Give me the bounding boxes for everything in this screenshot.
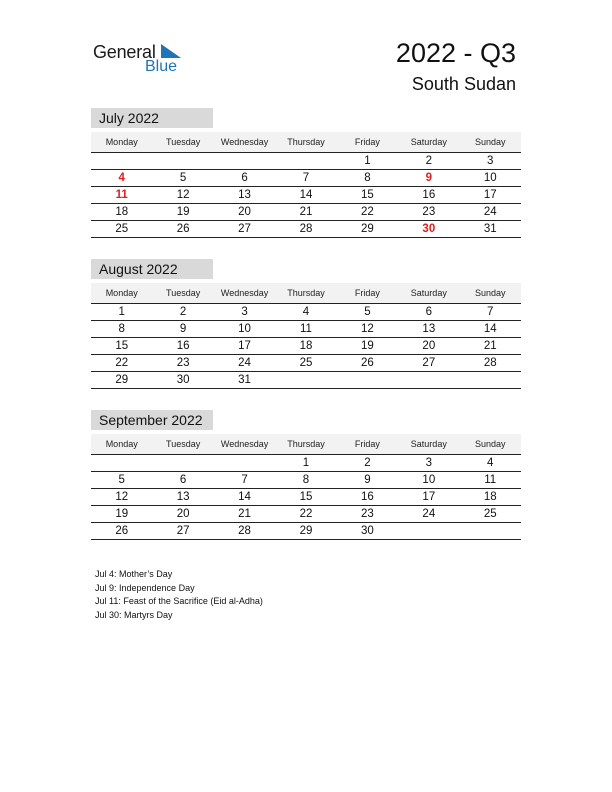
month-july — [91, 108, 521, 238]
day-cell — [398, 372, 459, 388]
week-row — [91, 153, 521, 170]
weekday-label: Tuesday — [166, 288, 201, 298]
day-cell: 15 — [299, 491, 313, 503]
day-cell: 18 — [299, 340, 313, 352]
day-cell: 23 — [176, 357, 190, 369]
page-title: 2022 - Q3 — [395, 38, 516, 68]
day-cell: 28 — [238, 525, 251, 537]
day-cell: 18 — [115, 206, 129, 218]
day-cell: 2 — [425, 155, 433, 167]
weekday-label: Friday — [354, 288, 380, 298]
weekday-label: Thursday — [287, 439, 325, 449]
holiday-note: Jul 11: Feast of the Sacrifice (Eid al-Adha) — [95, 596, 263, 606]
day-cell: 19 — [176, 206, 190, 218]
day-cell: 27 — [176, 525, 190, 537]
week-row — [91, 372, 521, 389]
day-cell: 23 — [361, 508, 374, 520]
day-cell — [214, 455, 275, 471]
day-cell: 16 — [361, 491, 374, 503]
day-cell: 30 — [361, 525, 374, 537]
holiday-note: Jul 4: Mother’s Day — [95, 569, 173, 579]
day-cell — [275, 372, 336, 388]
day-cell: 17 — [483, 189, 497, 201]
day-cell: 25 — [299, 357, 313, 369]
week-row — [91, 489, 521, 506]
day-cell: 25 — [483, 508, 497, 520]
day-cell — [398, 523, 459, 539]
month-grid — [91, 153, 521, 238]
day-cell: 2 — [364, 457, 371, 469]
holiday-note: Jul 30: Martyrs Day — [95, 609, 173, 620]
day-cell: 22 — [115, 357, 129, 369]
day-cell: 6 — [179, 474, 187, 486]
weekday-label: Saturday — [410, 288, 447, 298]
day-cell — [460, 523, 521, 539]
weekday-header — [91, 434, 521, 455]
weekday-label: Wednesday — [220, 137, 269, 147]
day-cell — [460, 372, 521, 388]
weekday-label: Saturday — [410, 439, 447, 449]
day-cell: 17 — [238, 340, 251, 352]
day-cell: 15 — [115, 340, 129, 352]
month-september — [91, 410, 521, 540]
day-cell: 26 — [115, 525, 129, 537]
day-cell: 3 — [241, 306, 248, 318]
day-cell: 19 — [115, 508, 129, 520]
holiday-day-cell: 30 — [422, 223, 436, 235]
month-title: August 2022 — [91, 259, 213, 279]
day-cell: 2 — [179, 306, 187, 318]
day-cell: 7 — [302, 172, 310, 184]
weekday-label: Sunday — [474, 439, 506, 449]
logo-blue-text: Blue — [145, 58, 178, 75]
day-cell — [91, 455, 152, 471]
country-name: South Sudan — [411, 74, 516, 94]
day-cell: 8 — [364, 172, 371, 184]
week-row — [91, 170, 521, 187]
day-cell: 24 — [483, 206, 497, 218]
day-cell: 10 — [238, 323, 251, 335]
holiday-day-cell: 11 — [115, 189, 128, 201]
day-cell: 10 — [422, 474, 436, 486]
day-cell: 24 — [422, 508, 436, 520]
month-august — [91, 259, 521, 389]
day-cell: 6 — [425, 306, 433, 318]
weekday-label: Tuesday — [166, 137, 201, 147]
day-cell: 30 — [176, 374, 190, 386]
day-cell: 28 — [299, 223, 313, 235]
holiday-notes — [95, 568, 263, 622]
week-row — [91, 338, 521, 355]
day-cell: 8 — [302, 474, 310, 486]
day-cell: 7 — [487, 306, 494, 318]
day-cell: 1 — [302, 457, 310, 469]
day-cell: 26 — [176, 223, 190, 235]
week-row — [91, 204, 521, 221]
day-cell: 8 — [118, 323, 125, 335]
day-cell: 13 — [238, 189, 251, 201]
day-cell: 9 — [179, 323, 187, 335]
week-row — [91, 472, 521, 489]
weekday-label: Sunday — [474, 288, 506, 298]
day-cell — [214, 153, 275, 169]
day-cell: 14 — [299, 189, 313, 201]
week-row — [91, 455, 521, 472]
week-row — [91, 523, 521, 540]
month-grid — [91, 304, 521, 389]
logo — [93, 42, 193, 78]
day-cell: 5 — [364, 306, 371, 318]
weekday-header — [91, 132, 521, 153]
day-cell: 14 — [238, 491, 251, 503]
logo-general-text: General — [93, 42, 156, 62]
day-cell: 20 — [238, 206, 251, 218]
day-cell: 29 — [115, 374, 129, 386]
weekday-label: Wednesday — [220, 439, 269, 449]
day-cell: 3 — [425, 457, 433, 469]
day-cell: 14 — [483, 323, 497, 335]
month-title: July 2022 — [91, 108, 213, 128]
weekday-label: Thursday — [287, 137, 325, 147]
day-cell: 27 — [422, 357, 436, 369]
day-cell: 20 — [176, 508, 190, 520]
month-grid — [91, 455, 521, 540]
weekday-label: Monday — [105, 288, 138, 298]
day-cell: 23 — [422, 206, 436, 218]
day-cell: 16 — [422, 189, 436, 201]
day-cell: 11 — [300, 323, 312, 335]
day-cell: 28 — [483, 357, 497, 369]
day-cell: 12 — [361, 323, 374, 335]
week-row — [91, 321, 521, 338]
day-cell: 4 — [487, 457, 494, 469]
month-title: September 2022 — [91, 410, 213, 430]
weekday-label: Friday — [354, 439, 380, 449]
weekday-label: Tuesday — [166, 439, 201, 449]
day-cell: 9 — [364, 474, 371, 486]
day-cell: 1 — [118, 306, 125, 318]
day-cell — [91, 153, 152, 169]
week-row — [91, 221, 521, 238]
day-cell: 21 — [299, 206, 313, 218]
holiday-day-cell: 4 — [118, 172, 125, 184]
day-cell — [152, 455, 213, 471]
day-cell: 7 — [241, 474, 248, 486]
day-cell: 21 — [238, 508, 251, 520]
day-cell: 22 — [299, 508, 313, 520]
day-cell: 22 — [361, 206, 374, 218]
day-cell: 17 — [422, 491, 436, 503]
day-cell: 21 — [483, 340, 497, 352]
week-row — [91, 355, 521, 372]
day-cell: 16 — [176, 340, 190, 352]
day-cell: 31 — [483, 223, 497, 235]
day-cell: 27 — [238, 223, 251, 235]
day-cell: 1 — [364, 155, 371, 167]
weekday-label: Saturday — [410, 137, 447, 147]
day-cell: 5 — [118, 474, 125, 486]
day-cell — [275, 153, 336, 169]
weekday-label: Sunday — [474, 137, 506, 147]
day-cell: 29 — [361, 223, 374, 235]
day-cell: 15 — [361, 189, 374, 201]
day-cell: 5 — [179, 172, 187, 184]
day-cell: 13 — [422, 323, 436, 335]
day-cell — [337, 372, 398, 388]
holiday-note: Jul 9: Independence Day — [95, 582, 195, 593]
week-row — [91, 304, 521, 321]
day-cell: 31 — [238, 374, 251, 386]
day-cell: 26 — [361, 357, 374, 369]
weekday-label: Monday — [105, 439, 138, 449]
day-cell: 3 — [487, 155, 494, 167]
week-row — [91, 506, 521, 523]
day-cell: 10 — [483, 172, 497, 184]
day-cell — [152, 153, 213, 169]
weekday-header — [91, 283, 521, 304]
day-cell: 29 — [299, 525, 313, 537]
day-cell: 24 — [238, 357, 251, 369]
holiday-day-cell: 9 — [425, 172, 433, 184]
weekday-label: Thursday — [287, 288, 325, 298]
week-row — [91, 187, 521, 204]
day-cell: 11 — [484, 474, 497, 486]
weekday-label: Monday — [105, 137, 138, 147]
weekday-label: Friday — [354, 137, 380, 147]
day-cell: 19 — [361, 340, 374, 352]
day-cell: 25 — [115, 223, 129, 235]
day-cell: 12 — [176, 189, 190, 201]
day-cell: 13 — [176, 491, 190, 503]
weekday-label: Wednesday — [220, 288, 269, 298]
day-cell: 20 — [422, 340, 436, 352]
day-cell: 18 — [483, 491, 497, 503]
day-cell: 6 — [241, 172, 248, 184]
day-cell: 4 — [302, 306, 310, 318]
day-cell: 12 — [115, 491, 129, 503]
